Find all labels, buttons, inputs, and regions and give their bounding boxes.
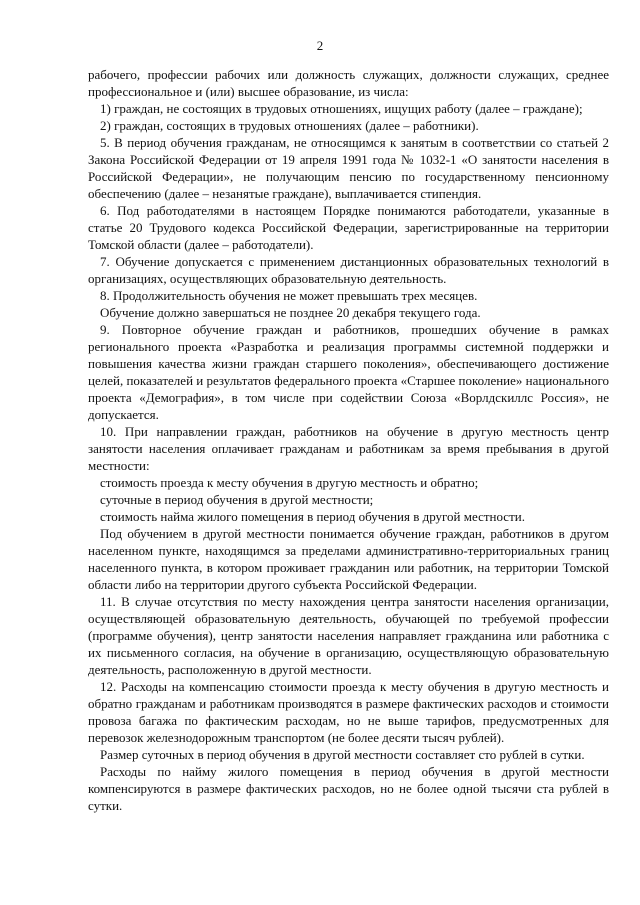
paragraph: 6. Под работодателями в настоящем Порядке понимаются работодатели, указанные в статье 20 Трудового кодекса Российской Федерации, зарегистрированные на территории Томской области (далее – работодатели).: [88, 203, 609, 252]
paragraph: 11. В случае отсутствия по месту нахождения центра занятости населения организации, осуществляющей образовательную деятельность, обучающей по требуемой профессии (программе обучения), центр занятости населения направляет гражданина или работника с их письменного согласия, на обучение в организацию, осуществляющую образовательную деятельность, расположенную в другой местности.: [88, 594, 609, 677]
paragraph: Расходы по найму жилого помещения в период обучения в другой местности компенсируются в размере фактических расходов, но не более одной тысячи ста рублей в сутки.: [88, 764, 609, 813]
paragraph: суточные в период обучения в другой местности;: [100, 492, 374, 507]
paragraph: стоимость проезда к месту обучения в другую местность и обратно;: [100, 475, 479, 490]
paragraph: 5. В период обучения гражданам, не относящимся к занятым в соответствии со статьей 2 Закона Российской Федерации от 19 апреля 1991 года № 1032-1 «О занятости населения в Российской Федерации», не получающим пенсию по государственному пенсионному обеспечению (далее – незанятые граждане), выплачивается стипендия.: [88, 135, 609, 201]
document-body: [88, 66, 609, 814]
paragraph: 2) граждан, состоящих в трудовых отношениях (далее – работники).: [100, 118, 479, 133]
paragraph: 7. Обучение допускается с применением дистанционных образовательных технологий в организациях, осуществляющих образовательную деятельность.: [88, 254, 609, 286]
paragraph: 10. При направлении граждан, работников на обучение в другую местность центр занятости населения оплачивает гражданам и работникам за время пребывания в другой местности:: [88, 424, 609, 473]
paragraph: Размер суточных в период обучения в другой местности составляет сто рублей в сутки.: [100, 747, 585, 762]
paragraph: 1) граждан, не состоящих в трудовых отношениях, ищущих работу (далее – граждане);: [100, 101, 583, 116]
paragraph: Обучение должно завершаться не позднее 20 декабря текущего года.: [100, 305, 481, 320]
paragraph: 12. Расходы на компенсацию стоимости проезда к месту обучения в другую местность и обратно гражданам и работникам производятся в размере фактических расходов и стоимости провоза багажа по фактическим расходам, но не выше тарифов, предусмотренных для перевозок железнодорожным транспортом (не более десяти тысяч рублей).: [88, 679, 609, 745]
paragraph: 9. Повторное обучение граждан и работников, прошедших обучение в рамках регионального проекта «Разработка и реализация программы системной поддержки и повышения качества жизни граждан старшего поколения», обеспечивающего достижение целей, показателей и результатов федерального проекта «Старшее поколение» национального проекта «Демография», в том числе при содействии Союза «Ворлдскиллс Россия», не допускается.: [88, 322, 610, 422]
page-number: 2: [316, 38, 324, 53]
paragraph: стоимость найма жилого помещения в период обучения в другой местности.: [100, 509, 525, 524]
paragraph: Под обучением в другой местности понимается обучение граждан, работников в другом населенном пункте, находящимся за пределами административно-территориальных границ населенного пункта, в котором проживает гражданин или работник, на территории Томской области либо на территории другого субъекта Российской Федерации.: [88, 526, 609, 592]
paragraph: 8. Продолжительность обучения не может превышать трех месяцев.: [100, 288, 478, 303]
paragraph: рабочего, профессии рабочих или должность служащих, должности служащих, среднее профессиональное и (или) высшее образование, из числа:: [88, 67, 609, 99]
